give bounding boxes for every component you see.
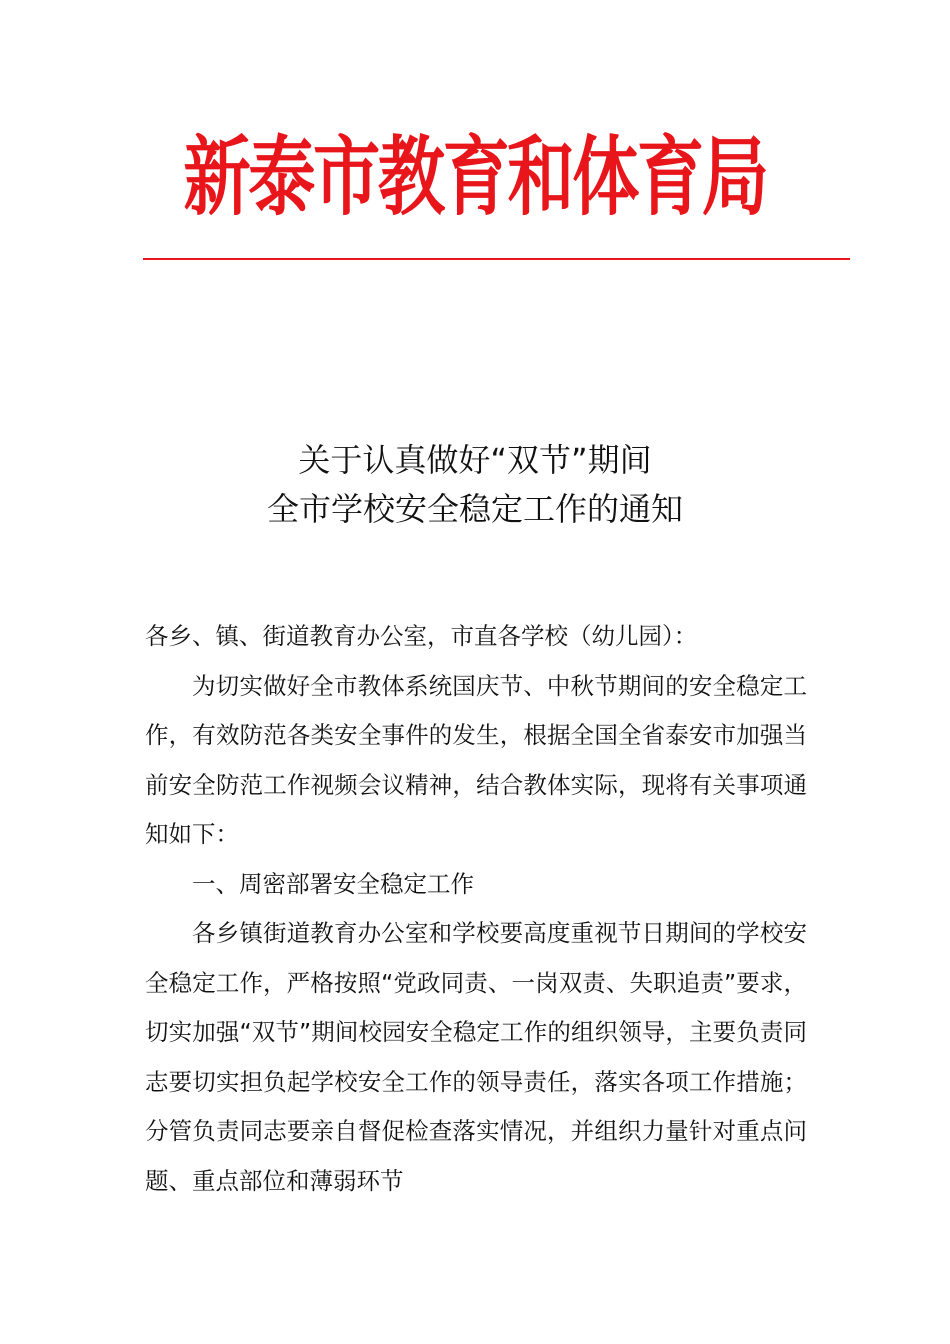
section-heading-1: 一、周密部署安全稳定工作 bbox=[192, 869, 474, 898]
salutation: 各乡、镇、街道教育办公室，市直各学校（幼儿园）： bbox=[145, 622, 698, 650]
issuing-organization-masthead: 新泰市教育和体育局 bbox=[183, 127, 767, 228]
document-title-line-2: 全市学校安全稳定工作的通知 bbox=[266, 490, 683, 528]
red-header-rule bbox=[143, 258, 850, 260]
document-body bbox=[145, 612, 807, 1206]
document-title-line-1: 关于认真做好“双节”期间 bbox=[298, 441, 652, 479]
body-paragraph-section-1: 各乡镇街道教育办公室和学校要高度重视节日期间的学校安全稳定工作，严格按照“党政同责、一岗双责、失职追责”要求，切实加强“双节”期间校园安全稳定工作的组织领导，主要负责同志要切实担负起学校安全工作的领导责任，落实各项工作措施；分管负责同志要亲自督促检查落实情况，并组织力量针对重点问题、重点部位和薄弱环节 bbox=[145, 919, 807, 1195]
body-paragraph-intro: 为切实做好全市教体系统国庆节、中秋节期间的安全稳定工作，有效防范各类安全事件的发生，根据全国全省泰安市加强当前安全防范工作视频会议精神，结合教体实际，现将有关事项通知如下： bbox=[145, 671, 807, 848]
